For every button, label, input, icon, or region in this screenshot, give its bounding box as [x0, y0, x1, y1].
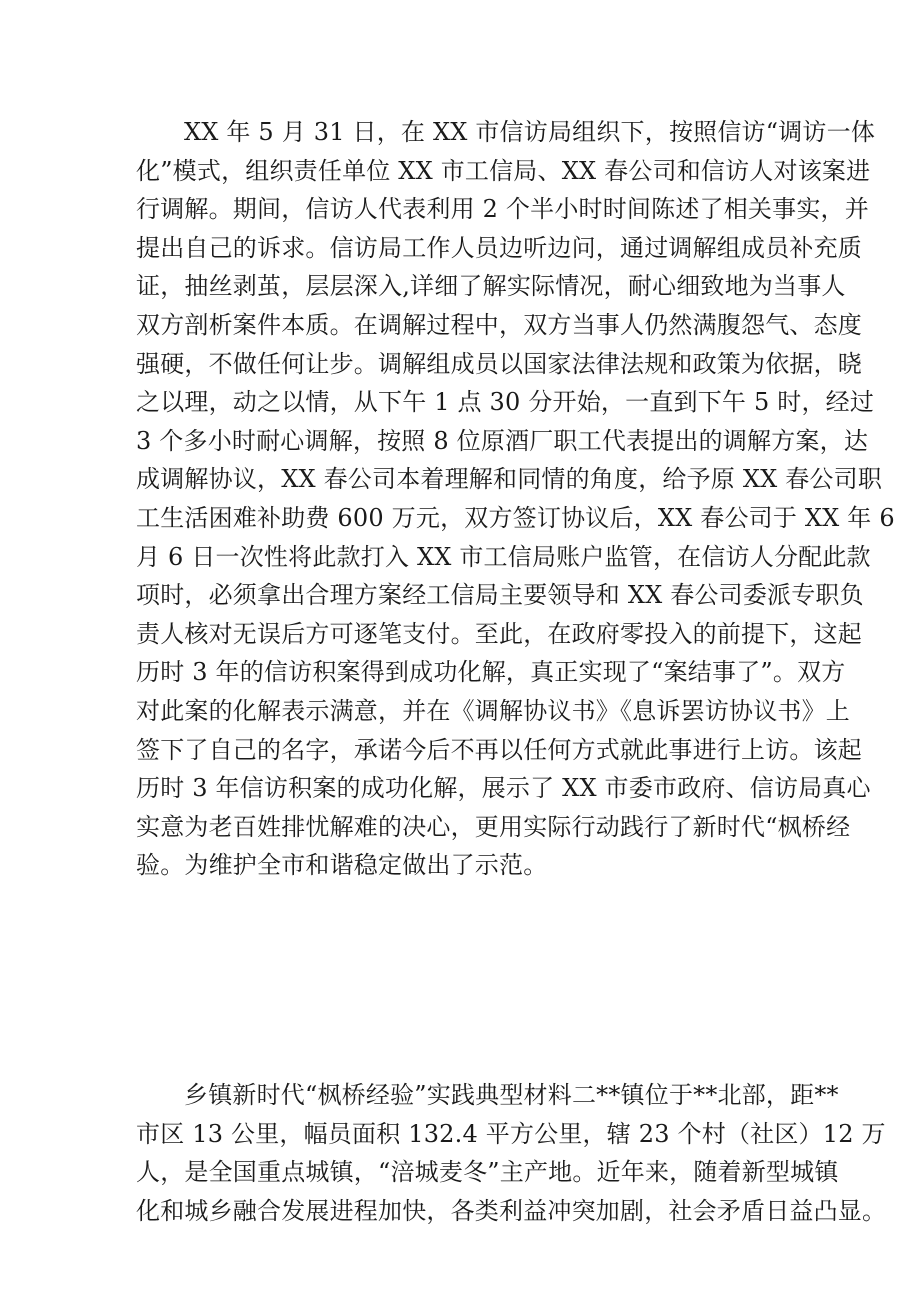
text-line: 项时，必须拿出合理方案经工信局主要领导和 XX 春公司委派专职负: [136, 581, 864, 610]
text-line: 提出自己的诉求。信访局工作人员边听边问，通过调解组成员补充质: [136, 233, 862, 262]
text-line: 工生活困难补助费 600 万元，双方签订协议后，XX 春公司于 XX 年 6: [136, 503, 895, 532]
text-line: 月 6 日一次性将此款打入 XX 市工信局账户监管，在信访人分配此款: [136, 542, 871, 571]
text-line: 证，抽丝剥茧，层层深入,详细了解实际情况，耐心细致地为当事人: [136, 272, 846, 301]
text-line: 验。为维护全市和谐稳定做出了示范。: [136, 851, 548, 880]
text-line: 化和城乡融合发展进程加快，各类利益冲突加剧，社会矛盾日益凸显。: [136, 1196, 887, 1225]
text-line: 历时 3 年信访积案的成功化解，展示了 XX 市委市政府、信访局真心: [136, 774, 871, 803]
text-line: 历时 3 年的信访积案得到成功化解，真正实现了“案结事了”。双方: [136, 658, 846, 687]
text-line: 对此案的化解表示满意，并在《调解协议书》《息诉罢访协议书》上: [136, 696, 850, 725]
text-line: 责人核对无误后方可逐笔支付。至此，在政府零投入的前提下，这起: [136, 619, 862, 648]
text-line: 实意为老百姓排忧解难的决心，更用实际行动践行了新时代“枫桥经: [136, 812, 851, 841]
paragraph-petition-mediation: [136, 113, 895, 885]
text-line: 双方剖析案件本质。在调解过程中，双方当事人仍然满腹怨气、态度: [136, 310, 862, 339]
text-line: XX 年 5 月 31 日，在 XX 市信访局组织下，按照信访“调访一体: [184, 118, 876, 146]
text-line: 3 个多小时耐心调解，按照 8 位原酒厂职工代表提出的调解方案，达: [136, 426, 869, 455]
paragraph-town-overview: [136, 1076, 887, 1230]
text-line: 签下了自己的名字，承诺今后不再以任何方式就此事进行上访。该起: [136, 735, 862, 764]
text-line: 市区 13 公里，幅员面积 132.4 平方公里，辖 23 个村（社区）12 万: [136, 1119, 886, 1148]
text-line: 之以理，动之以情，从下午 1 点 30 分开始，一直到下午 5 时，经过: [136, 388, 875, 417]
text-line: 乡镇新时代“枫桥经验”实践典型材料二**镇位于**北部，距**: [184, 1081, 839, 1109]
text-line: 人，是全国重点城镇，“涪城麦冬”主产地。近年来，随着新型城镇: [136, 1158, 839, 1187]
text-line: 行调解。期间，信访人代表利用 2 个半小时时间陈述了相关事实，并: [136, 195, 869, 224]
text-line: 强硬，不做任何让步。调解组成员以国家法律法规和政策为依据，晓: [136, 349, 862, 378]
text-line: 成调解协议，XX 春公司本着理解和同情的角度，给予原 XX 春公司职: [136, 465, 883, 494]
text-line: 化”模式，组织责任单位 XX 市工信局、XX 春公司和信访人对该案进: [136, 156, 871, 185]
